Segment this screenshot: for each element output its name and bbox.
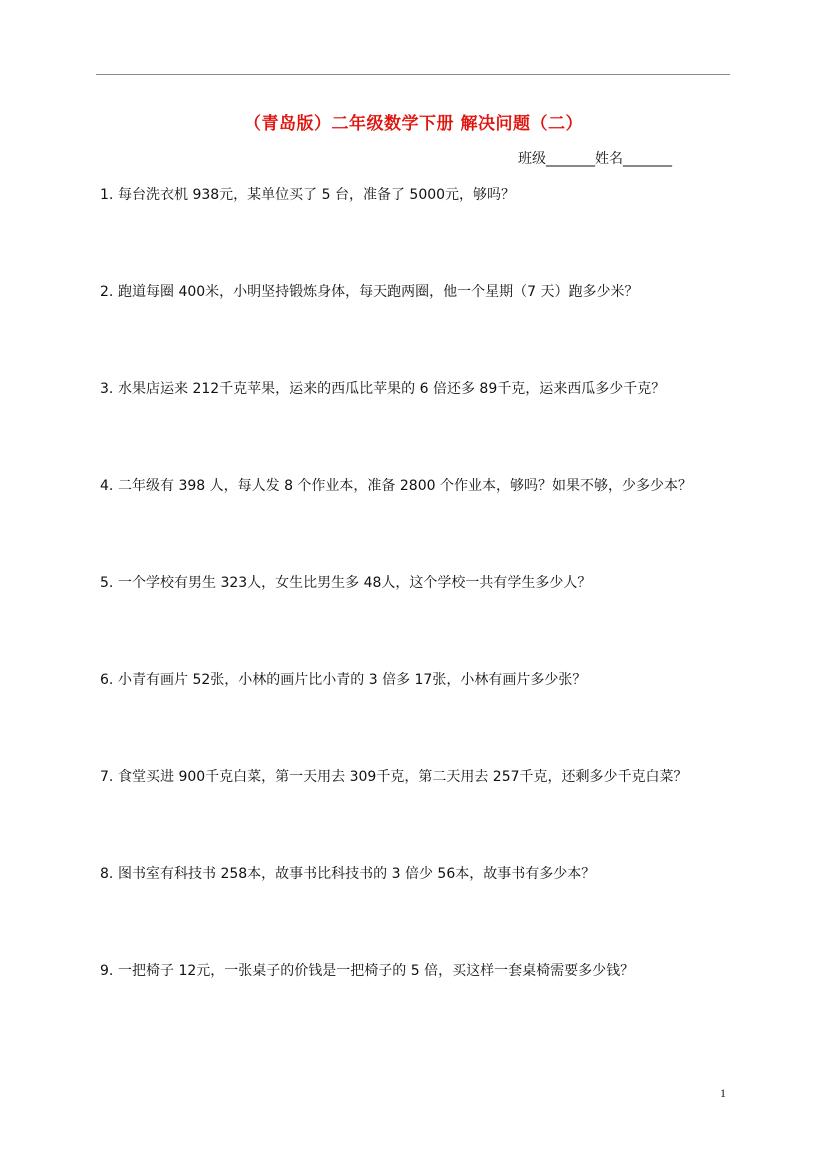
question-5 — [100, 574, 591, 592]
question-number: 2. — [100, 284, 114, 300]
question-8 — [100, 865, 595, 883]
page-number: 1 — [720, 1086, 726, 1100]
question-1 — [100, 186, 515, 204]
question-6 — [100, 671, 586, 689]
header-rule — [96, 74, 730, 75]
question-text: 图书室有科技书 258本，故事书比科技书的 3 倍少 56本，故事书有多少本？ — [118, 866, 596, 882]
question-text: 小青有画片 52张，小林的画片比小青的 3 倍多 17张，小林有画片多少张？ — [118, 672, 587, 688]
question-number: 7. — [100, 769, 114, 785]
question-number: 1. — [100, 187, 114, 203]
question-text: 一把椅子 12元，一张桌子的价钱是一把椅子的 5 倍，买这样一套桌椅需要多少钱？ — [118, 963, 635, 979]
question-number: 6. — [100, 672, 114, 688]
student-info-line: 班级_______姓名_______ — [518, 151, 672, 167]
question-text: 一个学校有男生 323人，女生比男生多 48人，这个学校一共有学生多少人？ — [118, 575, 592, 591]
question-text: 二年级有 398 人，每人发 8 个作业本，准备 2800 个作业本，够吗？如果不够，少多少本？ — [118, 478, 692, 494]
question-9 — [100, 962, 634, 980]
question-4 — [100, 477, 692, 495]
question-3 — [100, 380, 665, 398]
question-number: 4. — [100, 478, 114, 494]
question-text: 食堂买进 900千克白菜，第一天用去 309千克，第二天用去 257千克，还剩多少千克白菜？ — [118, 769, 688, 785]
question-text: 水果店运来 212千克苹果，运来的西瓜比苹果的 6 倍还多 89千克，运来西瓜多少千克？ — [118, 381, 666, 397]
question-number: 3. — [100, 381, 114, 397]
page-title: （青岛版）二年级数学下册 解决问题（二） — [244, 114, 583, 134]
question-2 — [100, 283, 639, 301]
question-text: 每台洗衣机 938元，某单位买了 5 台，准备了 5000元，够吗？ — [118, 187, 516, 203]
question-number: 9. — [100, 963, 114, 979]
question-number: 5. — [100, 575, 114, 591]
question-7 — [100, 768, 688, 786]
question-number: 8. — [100, 866, 114, 882]
question-text: 跑道每圈 400米，小明坚持锻炼身体，每天跑两圈，他一个星期（7 天）跑多少米？ — [118, 284, 639, 300]
